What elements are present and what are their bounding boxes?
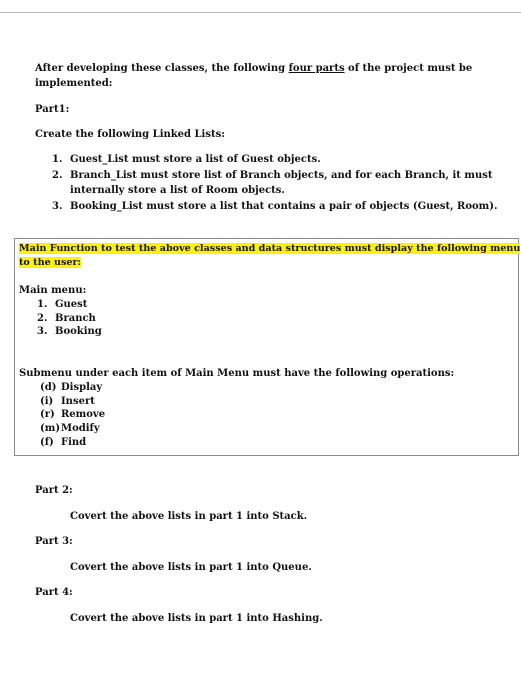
main-menu-title: Main menu: [19,285,87,296]
part3-text: Covert the above lists in part 1 into Queue. [70,562,312,573]
part4-heading: Part 4: [35,587,73,598]
highlighted-text: to the user: [19,257,82,268]
part2-heading: Part 2: [35,485,73,496]
part2-text: Covert the above lists in part 1 into Stack. [70,511,308,522]
intro-line-2: implemented: [35,78,113,89]
submenu-item-key: (d) [40,382,57,393]
intro-emphasis: four parts [288,63,345,74]
submenu-item-label: Display [61,382,103,393]
submenu-title: Submenu under each item of Main Menu must have the following operations: [19,368,455,379]
menu-item-number: 3. [37,326,48,337]
intro-text-after: of the project must be [344,63,473,74]
menu-item-number: 1. [37,299,48,310]
part1-heading: Part1: [35,104,70,115]
menu-item-label: Branch [55,313,96,324]
list-item-text: Booking_List must store a list that contains a pair of objects (Guest, Room). [70,201,498,212]
submenu-item-label: Modify [61,423,100,434]
submenu-item-label: Remove [61,409,106,420]
list-item-number: 1. [52,154,63,165]
intro-text-before: After developing these classes, the following [35,63,289,74]
submenu-item-key: (i) [40,396,54,407]
menu-item-label: Booking [55,326,102,337]
submenu-item-key: (f) [40,437,54,448]
submenu-item-label: Insert [61,396,95,407]
top-divider [0,12,521,13]
submenu-item-key: (m) [40,423,61,434]
part3-heading: Part 3: [35,536,73,547]
list-item-number: 2. [52,170,63,181]
menu-item-label: Guest [55,299,88,310]
menu-item-number: 2. [37,313,48,324]
highlight-line-1 [19,242,520,256]
list-item-number: 3. [52,201,63,212]
highlighted-text: Main Function to test the above classes and data structures must display the following menu [19,243,521,254]
part4-text: Covert the above lists in part 1 into Hashing. [70,613,323,624]
highlight-line-2 [19,256,81,270]
submenu-item-key: (r) [40,409,55,420]
submenu-item-label: Find [61,437,87,448]
list-item-text: Guest_List must store a list of Guest objects. [70,154,321,165]
list-item-text: Branch_List must store list of Branch objects, and for each Branch, it must [70,170,493,181]
intro-line-1 [35,62,472,76]
part1-subheading: Create the following Linked Lists: [35,129,225,140]
list-item-text-continued: internally store a list of Room objects. [70,185,285,196]
